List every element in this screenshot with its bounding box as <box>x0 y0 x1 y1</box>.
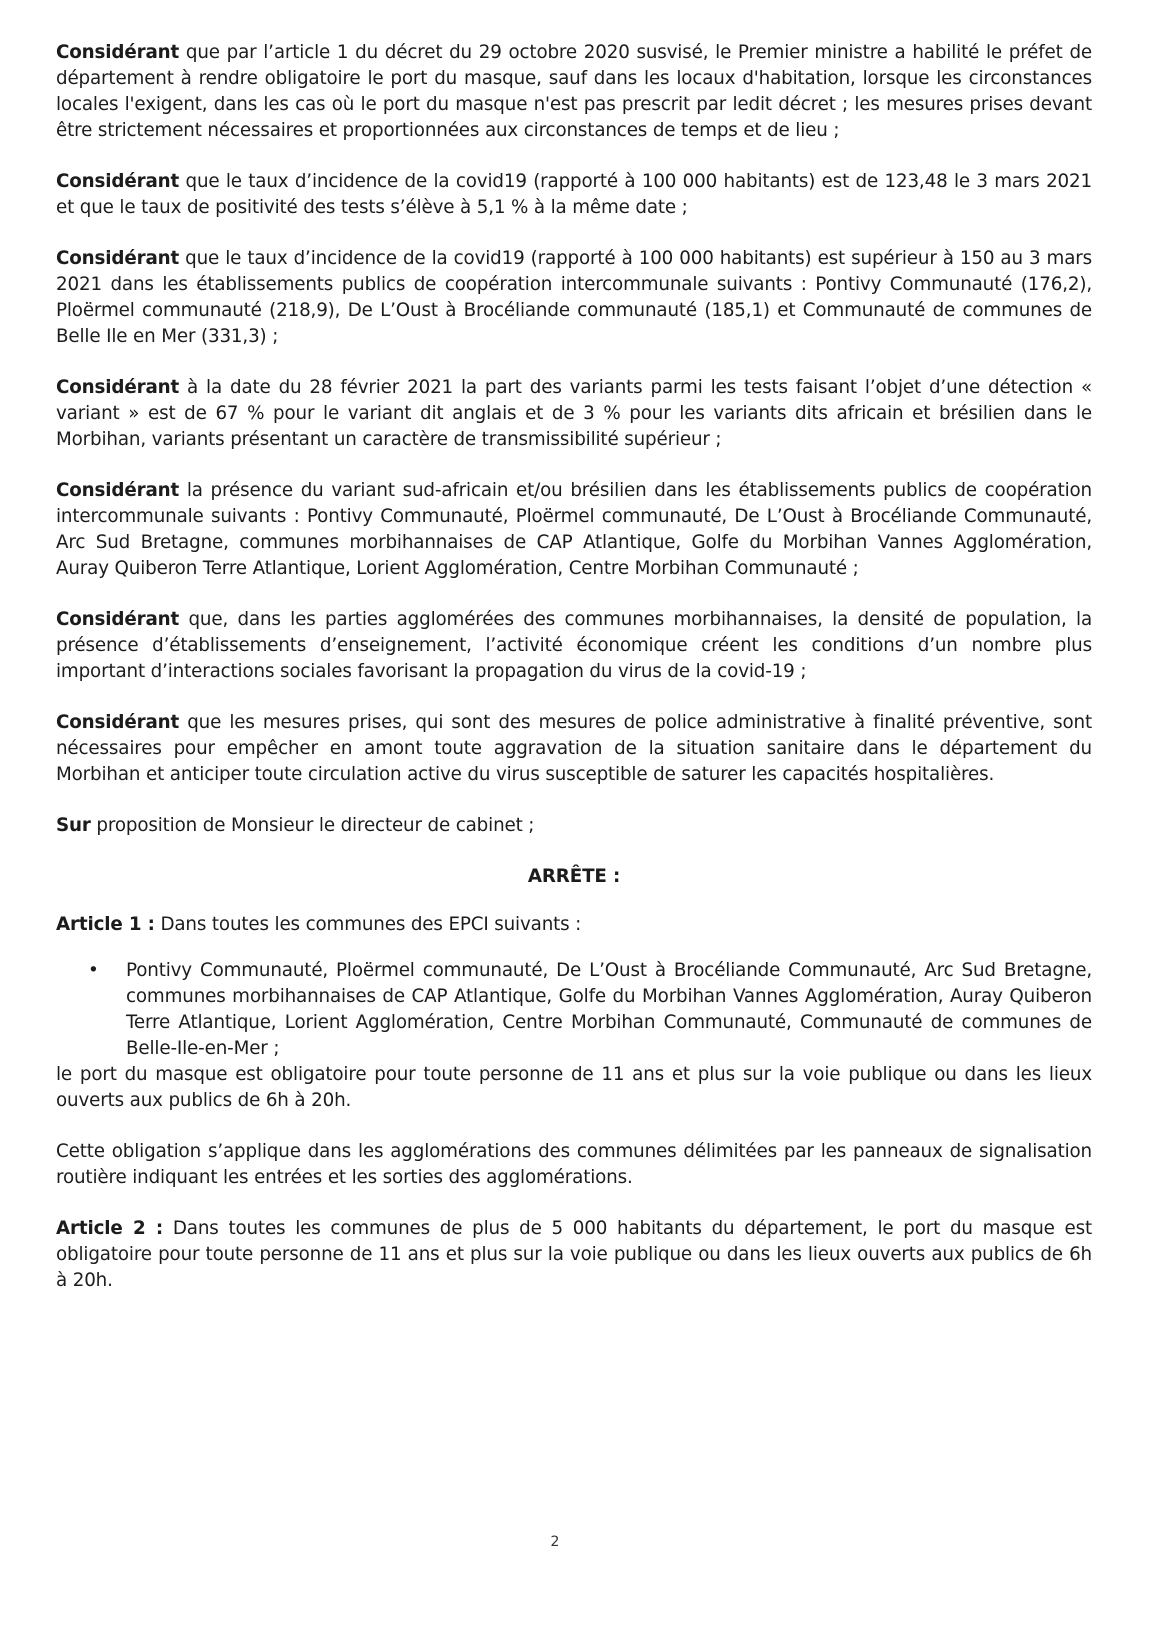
paragraph-text: à la date du 28 février 2021 la part des variants parmi les tests faisant l’objet d’une détection « variant » est de 67 % pour le variant dit anglais et de 3 % pour les variants dits africain et brésilien dans le Morbihan, variants présentant un caractère de transmissibilité supérieur ; <box>56 377 1092 450</box>
paragraph-text: que, dans les parties agglomérées des communes morbihannaises, la densité de population, la présence d’établissements d’enseignement, l’activité économique créent les conditions d’un nombre plus important d’interactions sociales favorisant la propagation du virus de la covid-19 ; <box>56 609 1092 682</box>
list-item-text: Pontivy Communauté, Ploërmel communauté, De L’Oust à Brocéliande Communauté, Arc Sud Bretagne, communes morbihannaises de CAP Atlantique, Golfe du Morbihan Vannes Agglomération, Auray Quiberon Terre Atlantique, Lorient Agglomération, Centre Morbihan Communauté, Communauté de communes de Belle-Ile-en-Mer ; <box>126 960 1092 1059</box>
article-1-obligation: le port du masque est obligatoire pour toute personne de 11 ans et plus sur la voie publique ou dans les lieux ouverts aux publics de 6h à 20h. <box>56 1064 1092 1111</box>
considerant-paragraph-3 <box>56 246 1092 350</box>
decision-heading: ARRÊTE : <box>527 866 621 887</box>
keyword: Considérant <box>56 609 180 630</box>
article-label: Article 2 : <box>56 1218 164 1239</box>
paragraph-text: proposition de Monsieur le directeur de cabinet ; <box>90 815 535 836</box>
keyword: Sur <box>56 815 91 836</box>
considerant-paragraph-1 <box>56 40 1092 144</box>
proposal-paragraph <box>56 813 1092 839</box>
paragraph-text: que par l’article 1 du décret du 29 octobre 2020 susvisé, le Premier ministre a habilité le préfet de département à rendre obligatoire le port du masque, sauf dans les locaux d'habitation, lorsque les circonstances locales l'exigent, dans les cas où le port du masque n'est pas prescrit par ledit décret ; les mesures prises devant être strictement nécessaires et proportionnées aux circonstances de temps et de lieu ; <box>56 42 1092 141</box>
keyword: Considérant <box>56 42 180 63</box>
paragraph-text: que le taux d’incidence de la covid19 (rapporté à 100 000 habitants) est de 123,48 le 3 mars 2021 et que le taux de positivité des tests s’élève à 5,1 % à la même date ; <box>56 171 1092 218</box>
keyword: Considérant <box>56 377 180 398</box>
list-item <box>56 958 1092 1062</box>
article-2 <box>56 1216 1092 1294</box>
paragraph-text: la présence du variant sud-africain et/ou brésilien dans les établissements publics de coopération intercommunale suivants : Pontivy Communauté, Ploërmel communauté, De L’Oust à Brocéliande Communauté, Arc Sud Bretagne, communes morbihannaises de CAP Atlantique, Golfe du Morbihan Vannes Agglomération, Auray Quiberon Terre Atlantique, Lorient Agglomération, Centre Morbihan Communauté ; <box>56 480 1092 579</box>
considerant-paragraph-7 <box>56 710 1092 788</box>
keyword: Considérant <box>56 248 180 269</box>
article-label: Article 1 : <box>56 914 155 935</box>
keyword: Considérant <box>56 712 180 733</box>
considerant-paragraph-6 <box>56 607 1092 685</box>
document-body <box>56 40 1092 1319</box>
article-text: Dans toutes les communes des EPCI suivants : <box>154 914 582 935</box>
epci-list <box>56 958 1092 1062</box>
paragraph-text: que le taux d’incidence de la covid19 (rapporté à 100 000 habitants) est supérieur à 150 au 3 mars 2021 dans les établissements publics de coopération intercommunale suivants : Pontivy Communauté (176,2), Ploërmel communauté (218,9), De L’Oust à Brocéliande communauté (185,1) et Communauté de communes de Belle Ile en Mer (331,3) ; <box>56 248 1092 347</box>
paragraph-text: que les mesures prises, qui sont des mesures de police administrative à finalité préventive, sont nécessaires pour empêcher en amont toute aggravation de la situation sanitaire dans le département du Morbihan et anticiper toute circulation active du virus susceptible de saturer les capacités hospitalières. <box>56 712 1092 785</box>
considerant-paragraph-4 <box>56 375 1092 453</box>
page-number: 2 <box>550 1534 560 1550</box>
keyword: Considérant <box>56 171 180 192</box>
article-1-intro <box>56 912 1092 938</box>
article-text: Dans toutes les communes de plus de 5 000 habitants du département, le port du masque est obligatoire pour toute personne de 11 ans et plus sur la voie publique ou dans les lieux ouverts aux publics de 6h à 20h. <box>56 1218 1093 1291</box>
bullet-icon: • <box>88 960 99 981</box>
considerant-paragraph-2 <box>56 169 1092 221</box>
considerant-paragraph-5 <box>56 478 1092 582</box>
article-1-note: Cette obligation s’applique dans les agglomérations des communes délimitées par les panneaux de signalisation routière indiquant les entrées et les sorties des agglomérations. <box>56 1141 1092 1188</box>
keyword: Considérant <box>56 480 180 501</box>
